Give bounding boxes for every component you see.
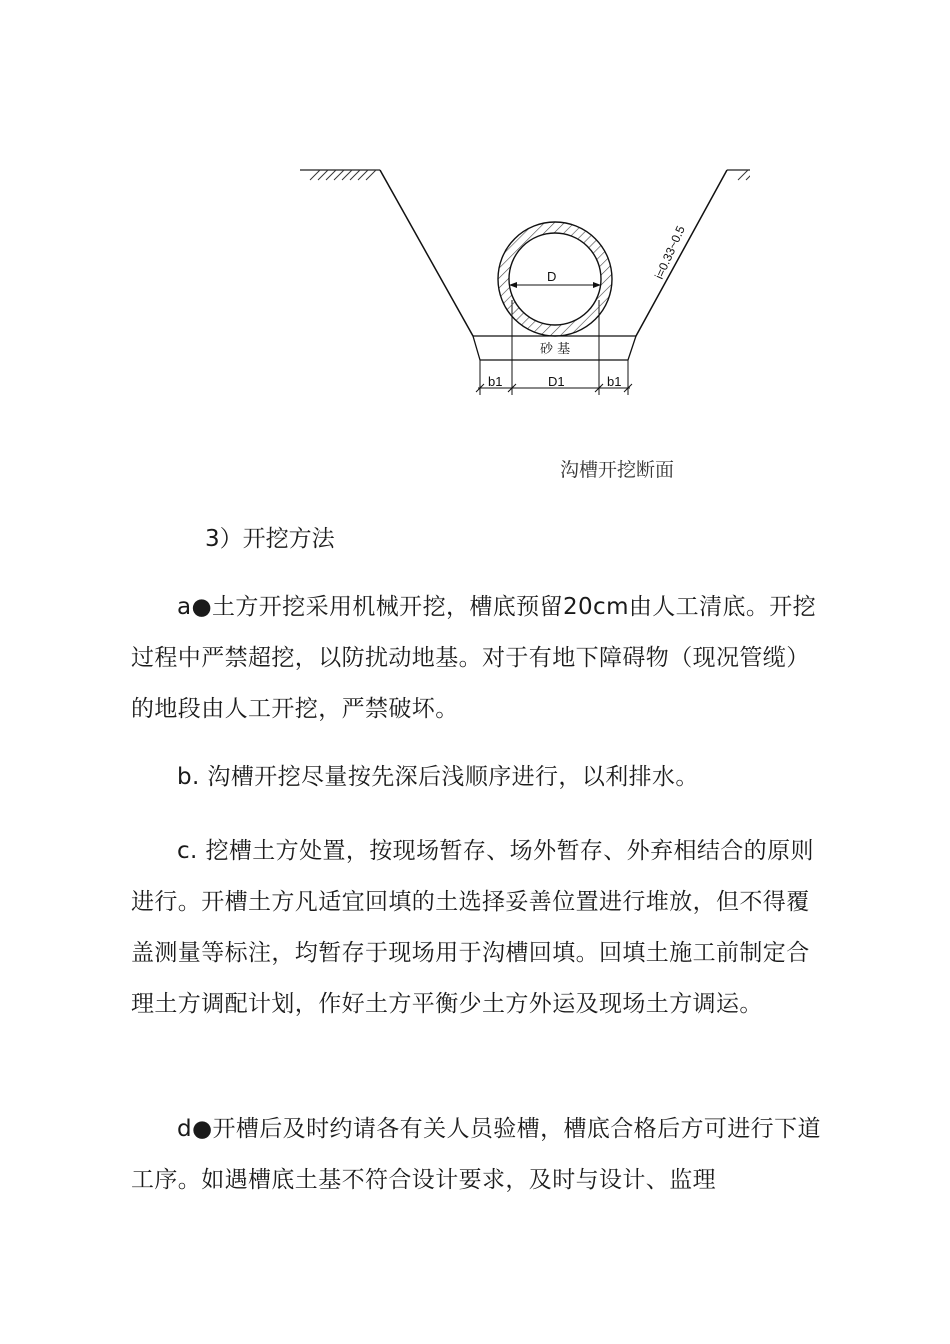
label-b1-right: b1 xyxy=(607,374,622,389)
label-b1-left: b1 xyxy=(488,374,503,389)
trench-section-diagram xyxy=(290,160,750,410)
paragraph-a: a●土方开挖采用机械开挖，槽底预留20cm由人工清底。开挖过程中严禁超挖，以防扰动地基。对于有地下障碍物（现况管缆）的地段由人工开挖，严禁破坏。 xyxy=(131,594,817,722)
label-d: D xyxy=(547,269,557,284)
label-d1: D1 xyxy=(548,374,565,389)
trench-wall-left xyxy=(380,170,473,336)
figure-caption: 沟槽开挖断面 xyxy=(560,459,675,481)
paragraph-d: d●开槽后及时约请各有关人员验槽，槽底合格后方可进行下道工序。如遇槽底土基不符合设计要求，及时与设计、监理 xyxy=(131,1116,821,1193)
paragraph-b: b. 沟槽开挖尽量按先深后浅顺序进行，以利排水。 xyxy=(177,764,699,790)
ground-hatch-right xyxy=(738,170,750,180)
label-slope: i=0.33~0.5 xyxy=(651,223,688,282)
paragraph-c: c. 挖槽土方处置，按现场暂存、场外暂存、外弃相结合的原则进行。开槽土方凡适宜回填的土选择妥善位置进行堆放，但不得覆盖测量等标注，均暂存于现场用于沟槽回填。回填土施工前制定合理土方调配计划，作好土方平衡少土方外运及现场土方调运。 xyxy=(131,838,814,1017)
trench-wall-right xyxy=(636,170,727,336)
ground-hatch-left xyxy=(310,170,376,180)
section-heading: 3）开挖方法 xyxy=(205,526,335,552)
trench-drawing xyxy=(290,160,750,410)
label-sand-base: 砂 基 xyxy=(540,342,571,357)
